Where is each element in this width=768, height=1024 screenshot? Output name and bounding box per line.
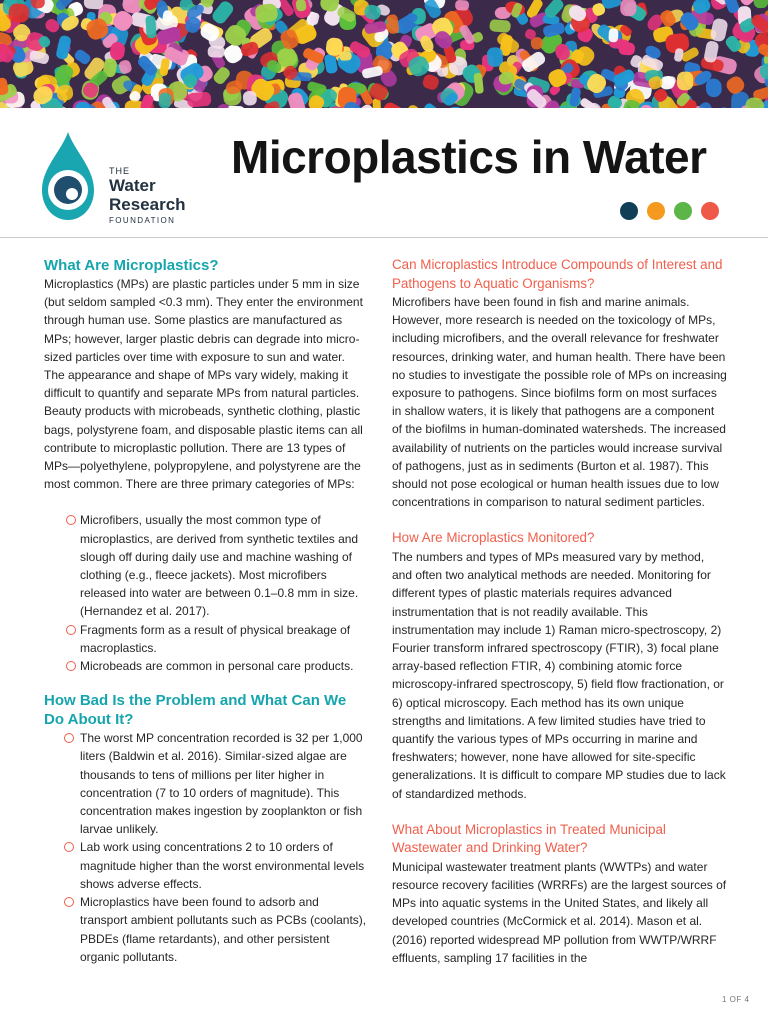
logo-water: Water — [109, 176, 156, 195]
color-dot — [674, 202, 692, 220]
pellet-shape — [608, 28, 618, 42]
list-item-text: The worst MP concentration recorded is 32 per 1,000 liters (Baldwin et al. 2016). Similar-sized algae are thousands to tens of millions per liter higher in concentration (7 to 10 orders of magnitude). This concentration makes ingestion by zooplankton or fish larvae unlikely. — [80, 731, 363, 837]
color-dots — [620, 202, 719, 220]
logo-research: Research — [109, 195, 186, 214]
section-paragraph: Municipal wastewater treatment plants (WWTPs) and water resource recovery facilities (WRRFs) are the largest sources of MPs into aquatic systems in the United States, and likely all developed countries (McCormick et al. 2014). Mason et al. (2016) reported widespread MP pollution from WWTP/WRRF effluents, sampling 17 facilities in the — [392, 859, 727, 965]
pellet-shape — [753, 0, 768, 9]
section-heading-compounds-and-pathogens: Can Microplastics Introduce Compounds of Interest and Pathogens to Aquatic Organisms? — [392, 257, 723, 291]
pellet-shape — [579, 97, 600, 108]
list-item-text: Lab work using concentrations 2 to 10 orders of magnitude higher than the worst environmental levels shows adverse effects. — [80, 840, 365, 891]
pellet-shape — [145, 15, 156, 38]
water-research-foundation-logo[interactable] — [36, 130, 196, 225]
circle-bullet-icon — [64, 842, 74, 852]
section-heading-what-are-microplastics: What Are Microplastics? — [44, 257, 219, 274]
list-item-text: Microfibers, usually the most common type of microplastics, are derived from synthetic textiles and slough off during daily use and machine washing of clothing (e.g., fleece jackets). Most microfibers released into water are between 0.1–0.8 mm in size. (Hernandez et al. 2017). — [80, 513, 359, 619]
list-item-text: Fragments form as a result of physical breakage of macroplastics. — [80, 622, 351, 655]
pellet-shape — [381, 100, 404, 108]
circle-bullet-icon — [66, 625, 76, 635]
pellet-shape — [8, 3, 30, 23]
problem-list — [44, 729, 368, 966]
color-dot — [701, 202, 719, 220]
list-item — [44, 893, 368, 966]
section-heading-how-monitored: How Are Microplastics Monitored? — [392, 530, 595, 546]
circle-bullet-icon — [66, 515, 76, 525]
circle-bullet-icon — [64, 897, 74, 907]
pellet-shape — [339, 51, 352, 61]
color-dot — [647, 202, 665, 220]
color-dot — [620, 202, 638, 220]
water-drop-icon — [36, 130, 100, 222]
section-paragraph: Microfibers have been found in fish and marine animals. However, more research is needed on the toxicology of MPs, including microfibers, and the overall relevance for freshwater resources, drinking water, and human health. There have been no studies to investigate the possible role of MPs on increasing exposure to pathogens. Since biofilms form on most surfaces in shallow waters, it is likely that pathogens are a component of the biofilms in human-dominated watersheds. The increased availability of nutrients on the particles would increase survival of pathogens, just as in sediments (Burton et al. 1987). This should not pose ecological or human health issues due to low concentrations in comparison to natural sediment particles. — [392, 295, 727, 510]
pellet-shape — [542, 21, 566, 38]
list-item — [44, 657, 368, 675]
circle-bullet-icon — [66, 661, 76, 671]
page-title: Microplastics in Water — [231, 131, 707, 183]
logo-the: THE — [109, 166, 130, 176]
section-heading-wastewater-drinking-water: What About Microplastics in Treated Municipal Wastewater and Drinking Water? — [392, 821, 666, 856]
list-item-text: Microplastics have been found to adsorb and transport ambient pollutants such as PCBs (coolants), PBDEs (flame retardants), and other persistent organic pollutants. — [80, 895, 367, 964]
section-paragraph: The numbers and types of MPs measured vary by method, and often two analytical methods are needed. Monitoring for different types of plastic materials requires advanced instrumentation that is not readily available. This instrumentation may include 1) Raman micro-spectroscopy, 2) Fourier transform infrared spectroscopy (FTIR), 3) focal plane array-based reflection FTIR, 4) combining atomic force microscopy-infrared spectroscopy, 5) field flow fractionation, or 6) optical microscopy. Each method has its own unique strengths and limitations. A few limited studies have tried to quantify the various types of MPs occurring in marine and freshwaters; however, none have allowed for site-specific generalizations. It is difficult to compare MP studies due to lack of standardized methods. — [392, 549, 726, 801]
pellet-shape — [455, 0, 469, 11]
list-item-text: Microbeads are common in personal care products. — [80, 659, 354, 674]
page-number: 1 OF 4 — [722, 995, 750, 1004]
banner-image — [0, 0, 768, 108]
list-item — [44, 621, 368, 657]
section-paragraph: Microplastics (MPs) are plastic particles under 5 mm in size (but seldom sampled <0.3 mm). They enter the environment through human use. Some plastics are manufactured as MPs; however, larger plastic debris can degrade into micro-sized particles over time with exposure to sun and water. The appearance and shape of MPs vary widely, making it difficult to quantify and separate MPs from natural particles. Beauty products with microbeads, synthetic clothing, plastic bags, polystyrene foam, and disposable plastic items can all contribute to microplastic pollution. There are 13 types of MPs—polyethylene, polypropylene, and polystyrene are the most common. There are three primary categories of MPs: — [44, 277, 363, 492]
right-column — [392, 256, 727, 967]
page-header — [0, 108, 768, 238]
left-column — [44, 256, 368, 966]
pellet-shape — [489, 19, 511, 33]
logo-foundation: FOUNDATION — [109, 216, 176, 225]
microplastic-categories-list — [44, 511, 368, 675]
pellet-shape — [677, 71, 694, 90]
pellet-shape — [187, 91, 212, 107]
pellet-shape — [421, 73, 440, 91]
list-item — [44, 729, 368, 838]
list-item — [44, 838, 368, 893]
plastic-pellets-photo — [0, 0, 768, 108]
circle-bullet-icon — [64, 733, 74, 743]
logo-wordmark — [109, 166, 186, 225]
list-item — [44, 511, 368, 620]
section-heading-how-bad-is-the-problem: How Bad Is the Problem and What Can We Do About It? — [44, 692, 347, 729]
pellet-shape — [208, 46, 225, 58]
pellet-shape — [210, 0, 235, 26]
pellet-shape — [620, 0, 637, 16]
pellet-shape — [698, 101, 714, 108]
